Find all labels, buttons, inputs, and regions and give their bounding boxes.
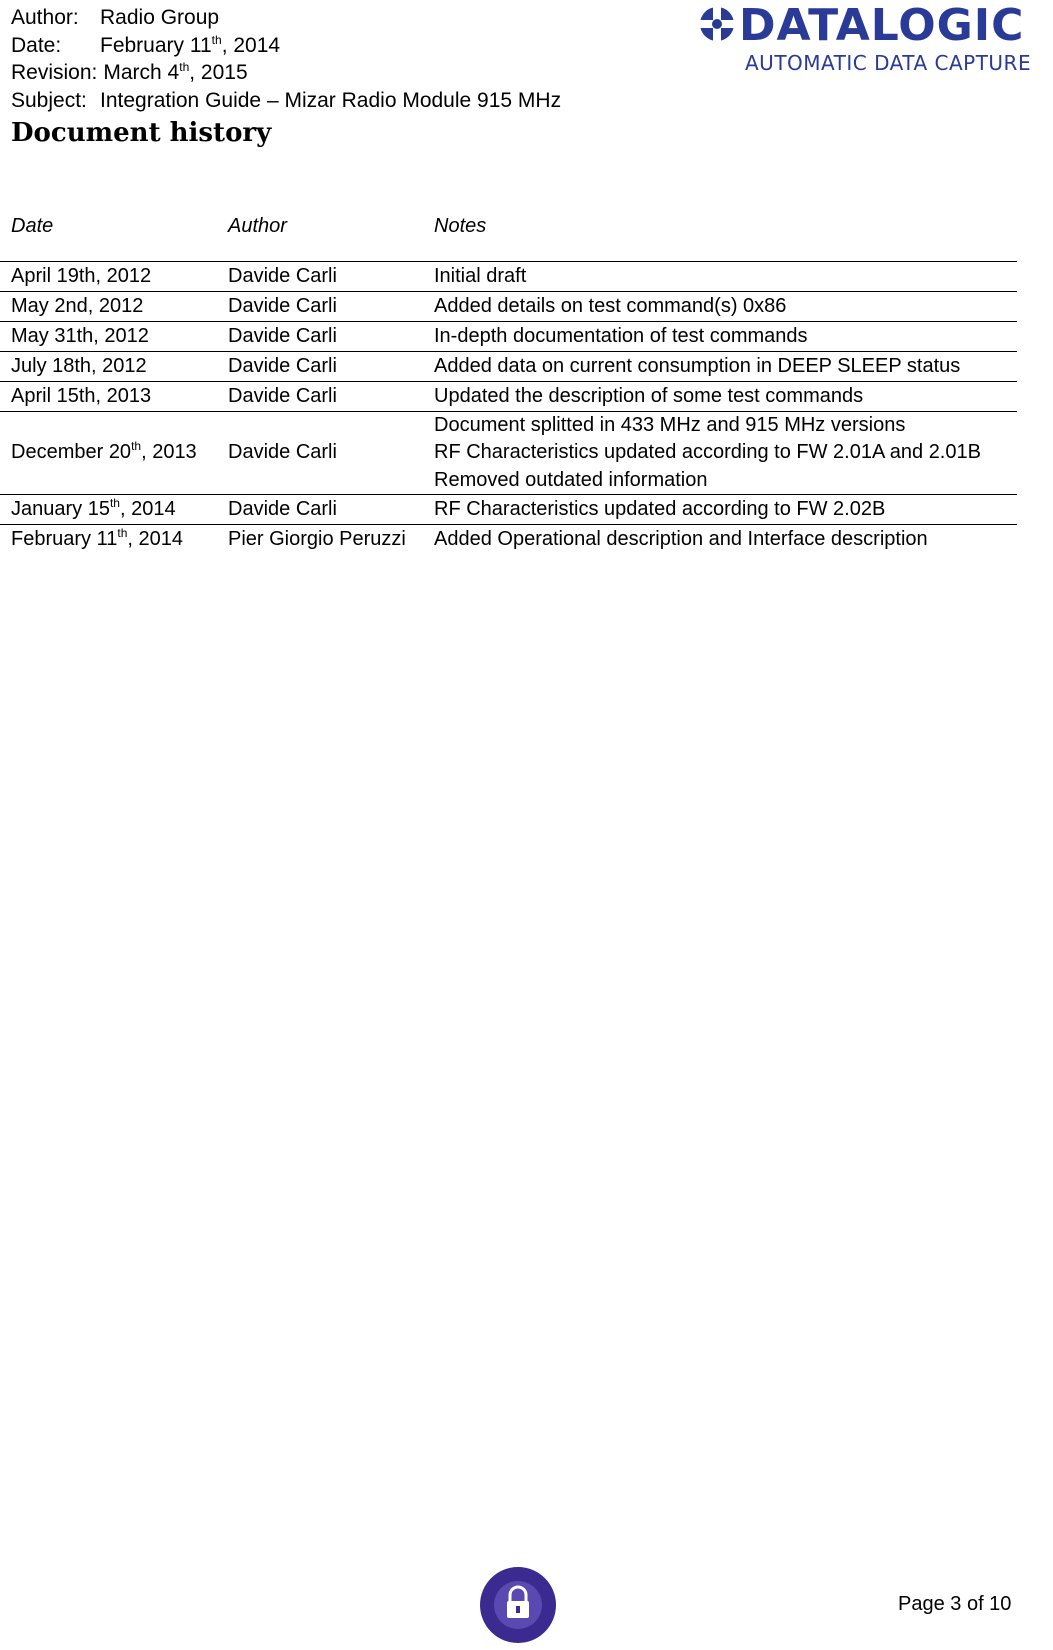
page-title: Document history: [11, 118, 272, 148]
row-date: January 15th, 2014: [0, 495, 217, 525]
revision-row: [11, 59, 561, 87]
row-author: Davide Carli: [217, 495, 423, 525]
date-label: Date:: [11, 33, 62, 57]
table-row: [0, 381, 1017, 411]
lock-seal-icon: [478, 1565, 558, 1645]
column-header-notes: Notes: [434, 215, 487, 237]
row-notes: Added Operational description and Interface description: [423, 525, 1017, 555]
row-notes: Updated the description of some test commands: [423, 381, 1017, 411]
subject-value: Integration Guide – Mizar Radio Module 915 MHz: [100, 88, 562, 112]
row-author: Davide Carli: [217, 411, 423, 495]
row-date: May 31th, 2012: [0, 321, 217, 351]
logo-wordmark: DATALOGIC: [739, 0, 1025, 51]
subject-row: [11, 87, 561, 115]
table-row: [0, 351, 1017, 381]
note-line: RF Characteristics updated according to FW 2.01A and 2.01B: [434, 441, 981, 463]
row-date: April 19th, 2012: [0, 261, 217, 291]
row-author: Davide Carli: [217, 291, 423, 321]
column-header-date: Date: [11, 215, 54, 237]
row-author: Davide Carli: [217, 321, 423, 351]
logo-tagline: AUTOMATIC DATA CAPTURE: [745, 51, 1032, 75]
author-value: Radio Group: [100, 6, 220, 29]
datalogic-mark-icon: [697, 2, 737, 46]
row-notes: In-depth documentation of test commands: [423, 321, 1017, 351]
note-line: Removed outdated information: [434, 468, 708, 491]
table-header-row: [0, 205, 1017, 261]
date-value: February 11th, 2014: [100, 32, 281, 57]
row-author: Pier Giorgio Peruzzi: [217, 525, 423, 555]
row-author: Davide Carli: [217, 261, 423, 291]
datalogic-logo: [697, 2, 1053, 82]
table-row: [0, 495, 1017, 525]
row-notes: [423, 411, 1017, 495]
column-header-author: Author: [228, 215, 287, 237]
table-row: [0, 321, 1017, 351]
table-row: [0, 411, 1017, 495]
row-notes: RF Characteristics updated according to FW 2.02B: [423, 495, 1017, 525]
row-author: Davide Carli: [217, 381, 423, 411]
row-date: December 20th, 2013: [0, 411, 217, 495]
document-header: [11, 4, 561, 114]
author-row: [11, 4, 561, 32]
row-notes: Added details on test command(s) 0x86: [423, 291, 1017, 321]
row-date: April 15th, 2013: [0, 381, 217, 411]
author-label: Author:: [11, 6, 79, 29]
document-history-table: [0, 205, 1017, 554]
note-line: Document splitted in 433 MHz and 915 MHz versions: [434, 413, 906, 436]
table-row: [0, 291, 1017, 321]
row-notes: Added data on current consumption in DEEP SLEEP status: [423, 351, 1017, 381]
table-row: [0, 261, 1017, 291]
revision-label: Revision:: [11, 61, 98, 84]
page-number: Page 3 of 10: [898, 1593, 1012, 1615]
revision-value: March 4th, 2015: [103, 60, 248, 84]
row-date: February 11th, 2014: [0, 525, 217, 555]
company-confidential-seal: [478, 1565, 558, 1645]
date-row: [11, 32, 561, 60]
row-notes: Initial draft: [423, 261, 1017, 291]
subject-label: Subject:: [11, 88, 87, 112]
row-date: May 2nd, 2012: [0, 291, 217, 321]
row-author: Davide Carli: [217, 351, 423, 381]
table-row: [0, 525, 1017, 555]
row-date: July 18th, 2012: [0, 351, 217, 381]
